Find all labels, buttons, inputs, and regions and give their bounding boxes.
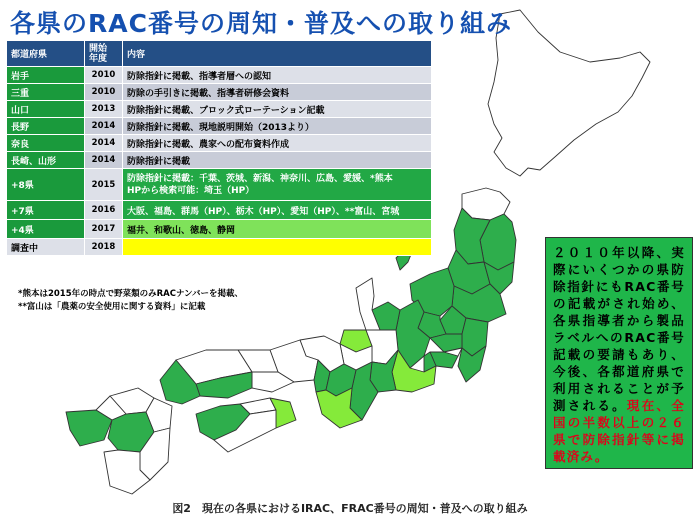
content-line: 防除指針に掲載：千葉、茨城、新潟、神奈川、広島、愛媛、*熊本 <box>127 173 393 184</box>
content-cell: 防除指針に掲載、指導者層への認知 <box>123 67 432 84</box>
table-row <box>7 118 432 135</box>
ishikawa-region <box>356 278 380 330</box>
header-content: 内容 <box>123 41 432 67</box>
year-cell: 2014 <box>85 118 123 135</box>
prefecture-cell: +4県 <box>7 220 85 239</box>
summary-box <box>545 237 693 469</box>
content-cell: 防除指針に掲載 <box>123 152 432 169</box>
rac-table <box>6 40 432 256</box>
hokkaido-region <box>488 10 650 176</box>
content-cell: 福井、和歌山、徳島、静岡 <box>123 220 432 239</box>
figure-caption: 図2 現在の各県におけるIRAC、FRAC番号の周知・普及への取り組み <box>172 502 528 515</box>
table-header-row <box>7 41 432 67</box>
content-cell: 防除指針に掲載、ブロック式ローテーション記載 <box>123 101 432 118</box>
year-cell: 2014 <box>85 135 123 152</box>
summary-highlight: 現在、全国の半数以上の２６県で防除指針等に掲載済み。 <box>553 398 685 464</box>
content-line: HPから検索可能：埼玉（HP） <box>127 185 255 196</box>
footnote: **富山は「農薬の安全使用に関する資料」に記載 <box>18 302 206 312</box>
table-row <box>7 67 432 84</box>
year-cell: 2016 <box>85 201 123 220</box>
prefecture-cell: 三重 <box>7 84 85 101</box>
table-row <box>7 169 432 201</box>
header-start-year: 開始 年度 <box>85 41 123 67</box>
year-cell: 2010 <box>85 84 123 101</box>
year-cell: 2013 <box>85 101 123 118</box>
content-cell <box>123 169 432 201</box>
content-cell: 防除指針に掲載、現地説明開始（2013より） <box>123 118 432 135</box>
table-row <box>7 101 432 118</box>
prefecture-cell: 岩手 <box>7 67 85 84</box>
table-row <box>7 84 432 101</box>
table-row <box>7 201 432 220</box>
footnotes <box>18 288 243 314</box>
table-row <box>7 135 432 152</box>
footnote: *熊本は2015年の時点で野菜類のみRACナンバーを掲載、 <box>18 289 243 299</box>
year-cell: 2015 <box>85 169 123 201</box>
prefecture-cell: 奈良 <box>7 135 85 152</box>
page-title: 各県のRAC番号の周知・普及への取り組み <box>10 9 512 38</box>
content-cell: 大阪、福島、群馬（HP）、栃木（HP）、愛知（HP）、**富山、宮城 <box>123 201 432 220</box>
prefecture-cell: 山口 <box>7 101 85 118</box>
prefecture-cell: 長崎、山形 <box>7 152 85 169</box>
prefecture-cell: 調査中 <box>7 239 85 256</box>
year-cell: 2018 <box>85 239 123 256</box>
year-cell: 2017 <box>85 220 123 239</box>
nagasaki-region <box>66 410 112 446</box>
table-row <box>7 220 432 239</box>
content-cell: 防除の手引きに掲載、指導者研修会資料 <box>123 84 432 101</box>
content-cell: 防除指針に掲載、農家への配布資料作成 <box>123 135 432 152</box>
header-prefecture: 都道府県 <box>7 41 85 67</box>
summary-text: ２０１０年以降、実際にいくつかの県防除指針にもRAC番号の記載がされ始め、各県指導者から製品ラベルへのRAC番号記載の要請もあり、今後、各都道府県で利用されることが予測される。 <box>553 245 685 413</box>
table-row <box>7 239 432 256</box>
year-cell: 2014 <box>85 152 123 169</box>
prefecture-cell: +7県 <box>7 201 85 220</box>
prefecture-cell: +8県 <box>7 169 85 201</box>
content-cell <box>123 239 432 256</box>
year-cell: 2010 <box>85 67 123 84</box>
prefecture-cell: 長野 <box>7 118 85 135</box>
table-row <box>7 152 432 169</box>
